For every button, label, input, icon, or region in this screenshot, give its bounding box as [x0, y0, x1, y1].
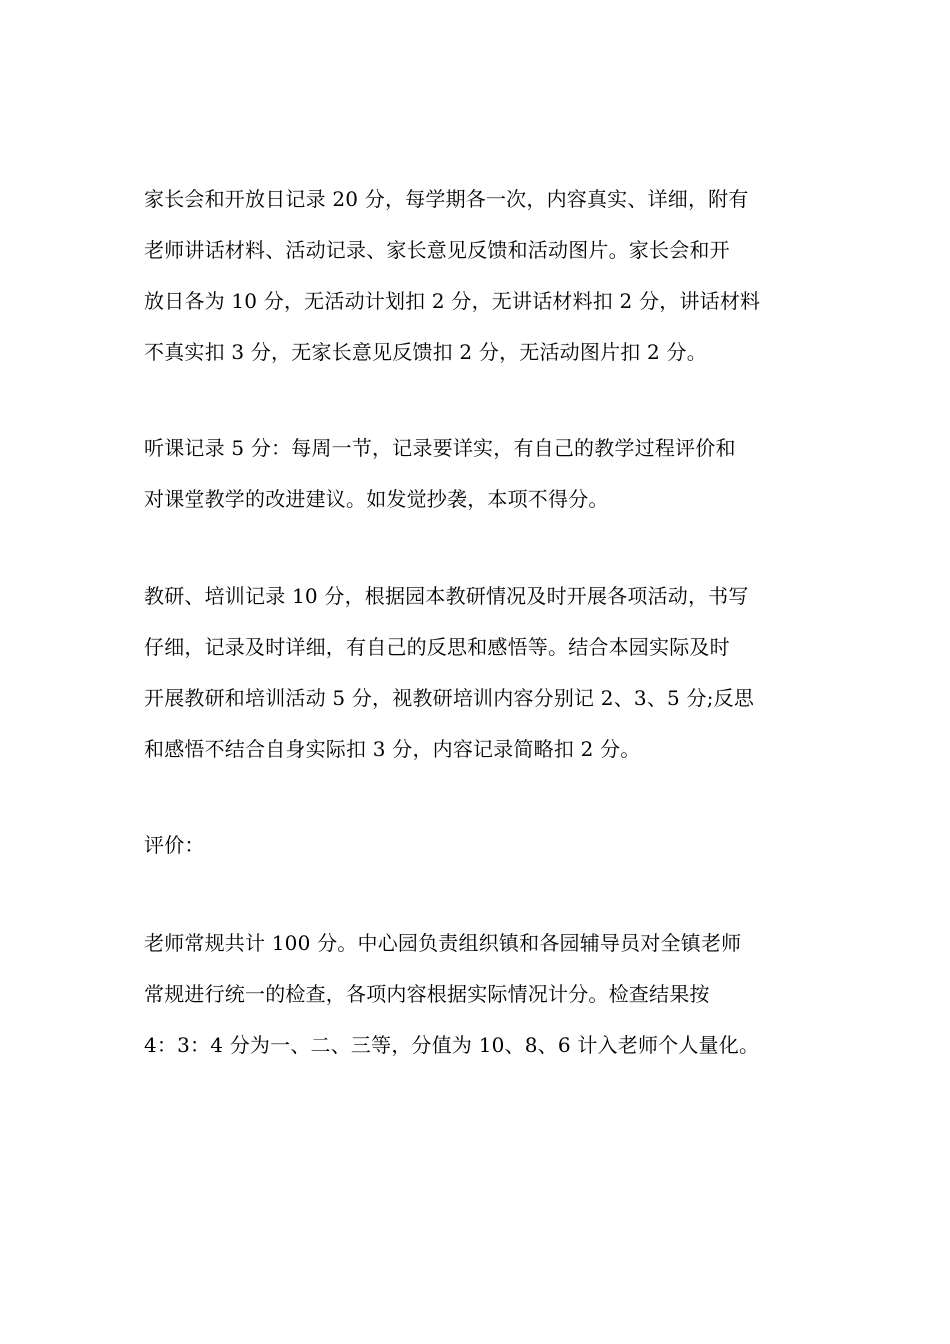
section-heading-evaluation: [144, 820, 808, 871]
paragraph-lesson-observation: [144, 423, 808, 525]
text-line: 教研、培训记录 10 分，根据园本教研情况及时开展各项活动，书写: [144, 584, 749, 608]
text-line: 家长会和开放日记录 20 分，每学期各一次，内容真实、详细，附有: [144, 187, 749, 211]
text-line: 对课堂教学的改进建议。如发觉抄袭，本项不得分。: [144, 487, 609, 511]
text-line: 和感悟不结合自身实际扣 3 分，内容记录简略扣 2 分。: [144, 737, 641, 761]
text-line: 开展教研和培训活动 5 分，视教研培训内容分别记 2、3、5 分;反思: [144, 686, 755, 710]
text-line: 老师常规共计 100 分。中心园负责组织镇和各园辅导员对全镇老师: [144, 931, 742, 955]
paragraph-evaluation-summary: [144, 918, 808, 1071]
text-line: 常规进行统一的检查，各项内容根据实际情况计分。检查结果按: [144, 982, 710, 1006]
text-line: 老师讲话材料、活动记录、家长意见反馈和活动图片。家长会和开: [144, 238, 730, 262]
text-line: 不真实扣 3 分，无家长意见反馈扣 2 分，无活动图片扣 2 分。: [144, 340, 707, 364]
heading-text: 评价：: [144, 833, 205, 857]
paragraph-parent-meetings: [144, 174, 808, 378]
paragraph-research-training: [144, 571, 808, 775]
text-line: 放日各为 10 分，无活动计划扣 2 分，无讲话材料扣 2 分，讲话材料: [144, 289, 761, 313]
text-line: 4：3：4 分为一、二、三等，分值为 10、8、6 计入老师个人量化。: [144, 1033, 760, 1057]
text-line: 仔细，记录及时详细，有自己的反思和感悟等。结合本园实际及时: [144, 635, 730, 659]
text-line: 听课记录 5 分：每周一节，记录要详实，有自己的教学过程评价和: [144, 436, 736, 460]
